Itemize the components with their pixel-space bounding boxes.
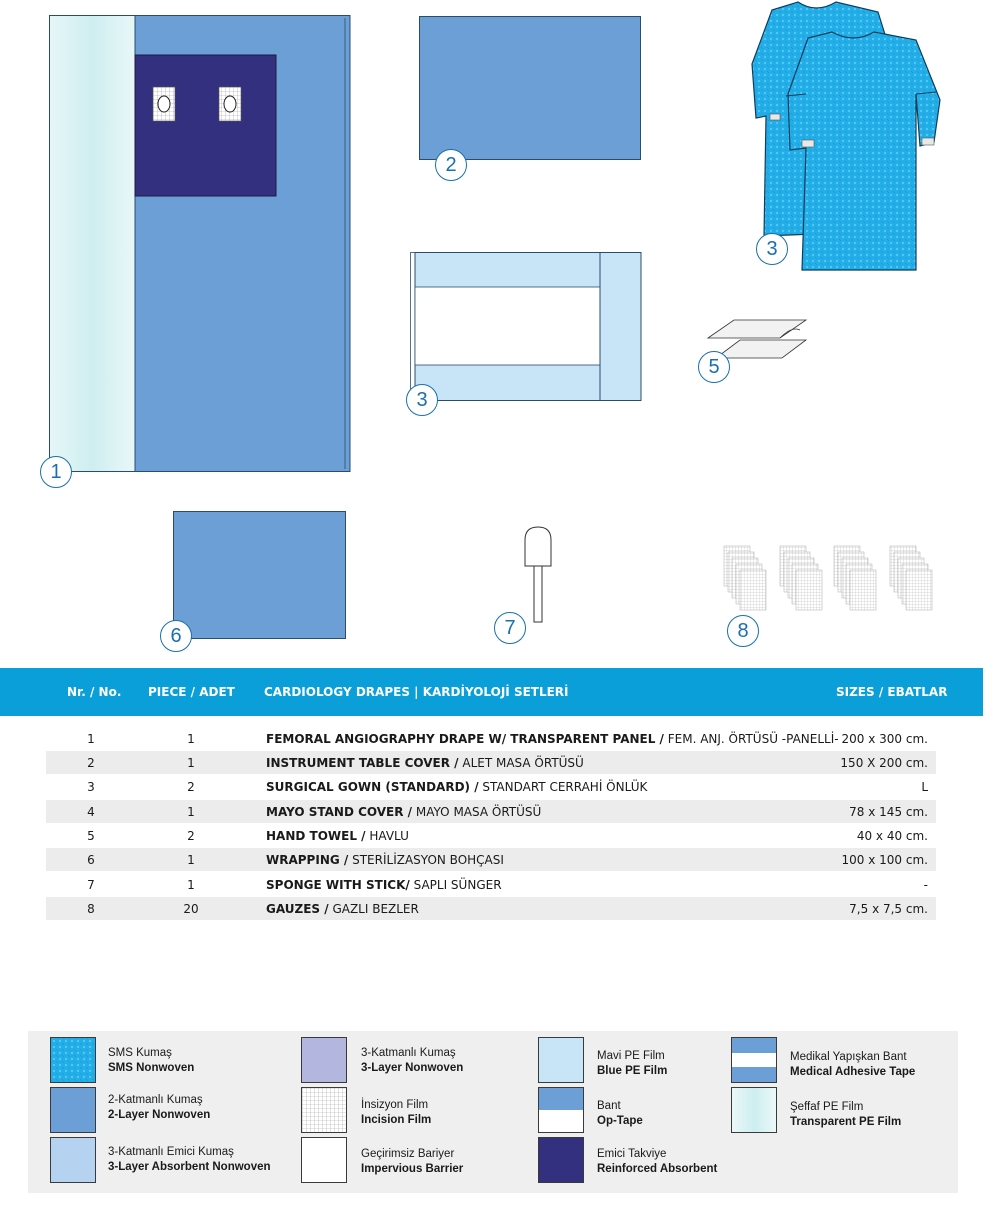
callout-2: 2 [435, 149, 467, 181]
row-description [266, 780, 647, 794]
row-number: 7 [87, 878, 95, 892]
row-name-tr: ALET MASA ÖRTÜSÜ [458, 756, 584, 770]
row-name-en: SPONGE WITH STICK/ [266, 878, 410, 892]
legend-medical-adhesive-tape [790, 1050, 915, 1080]
legend-label-tr: Geçirimsiz Bariyer [361, 1148, 455, 1160]
row-size: 78 x 145 cm. [849, 805, 928, 819]
legend-label-tr: 3-Katmanlı Kumaş [361, 1047, 456, 1059]
swatch-3-layer-nonwoven [301, 1037, 347, 1083]
header-description: CARDIOLOGY DRAPES | KARDİYOLOJİ SETLERİ [264, 685, 569, 699]
swatch-sms-nonwoven [50, 1037, 96, 1083]
legend-reinforced-absorbent [597, 1147, 717, 1177]
row-size: 40 x 40 cm. [856, 829, 928, 843]
row-size: 150 X 200 cm. [840, 756, 928, 770]
row-size: L [921, 780, 928, 794]
legend-op-tape [597, 1099, 643, 1129]
row-description [266, 829, 409, 843]
instrument-table-cover-illustration [419, 16, 641, 160]
legend-label-en: Blue PE Film [597, 1065, 668, 1077]
callout-1: 1 [40, 456, 72, 488]
material-legend [28, 1031, 958, 1193]
mayo-svg [410, 252, 642, 402]
row-name-en: SURGICAL GOWN (STANDARD) / [266, 780, 479, 794]
legend-3-layer-nonwoven [361, 1046, 463, 1076]
gauze-illustration [720, 544, 952, 616]
mayo-stand-cover-illustration [410, 252, 642, 402]
row-size: 7,5 x 7,5 cm. [849, 902, 928, 916]
legend-label-tr: Medikal Yapışkan Bant [790, 1051, 907, 1063]
surgical-gown-illustration [750, 0, 944, 272]
gown-svg [750, 0, 944, 272]
femoral-drape-svg [49, 15, 351, 472]
legend-blue-pe-film [597, 1049, 667, 1079]
swatch-op-tape [538, 1087, 584, 1133]
legend-label-en: Transparent PE Film [790, 1116, 902, 1128]
callout-3-gown: 3 [756, 233, 788, 265]
row-name-en: FEMORAL ANGIOGRAPHY DRAPE W/ TRANSPARENT PANEL / [266, 732, 664, 746]
row-name-tr: SAPLI SÜNGER [409, 878, 502, 892]
row-size: - [923, 878, 928, 892]
header-no: Nr. / No. [67, 685, 122, 699]
row-name-en: GAUZES / [266, 902, 329, 916]
row-name-tr: HAVLU [365, 829, 409, 843]
row-description [266, 732, 839, 746]
callout-7: 7 [494, 612, 526, 644]
row-piece: 1 [187, 756, 195, 770]
legend-label-tr: 3-Katmanlı Emici Kumaş [108, 1146, 234, 1158]
swatch-impervious-barrier [301, 1137, 347, 1183]
wrapping-illustration [173, 511, 346, 639]
row-description [266, 805, 541, 819]
swatch-transparent-pe-film [731, 1087, 777, 1133]
callout-3-mayo: 3 [406, 384, 438, 416]
row-piece: 2 [187, 829, 195, 843]
row-name-en: WRAPPING / [266, 853, 349, 867]
row-name-tr: MAYO MASA ÖRTÜSÜ [412, 805, 542, 819]
legend-label-en: Impervious Barrier [361, 1163, 464, 1175]
row-description [266, 756, 584, 770]
row-piece: 1 [187, 805, 195, 819]
callout-8: 8 [727, 615, 759, 647]
legend-label-en: Medical Adhesive Tape [790, 1066, 916, 1078]
swatch-incision-film [301, 1087, 347, 1133]
legend-label-en: 3-Layer Absorbent Nonwoven [108, 1161, 271, 1173]
row-size: 200 x 300 cm. [841, 732, 928, 746]
gauze-svg [720, 544, 952, 616]
legend-transparent-pe-film [790, 1100, 901, 1130]
legend-impervious-barrier [361, 1147, 463, 1177]
legend-2-layer-nonwoven [108, 1093, 210, 1123]
swatch-medical-adhesive-tape [731, 1037, 777, 1083]
table-row [46, 848, 936, 871]
row-number: 1 [87, 732, 95, 746]
row-name-tr: GAZLI BEZLER [328, 902, 419, 916]
femoral-drape-illustration [49, 15, 351, 472]
sponge-svg [523, 526, 555, 624]
swatch-2-layer-nonwoven [50, 1087, 96, 1133]
legend-label-tr: SMS Kumaş [108, 1047, 172, 1059]
row-name-en: MAYO STAND COVER / [266, 805, 413, 819]
row-name-en: HAND TOWEL / [266, 829, 366, 843]
legend-incision-film [361, 1098, 431, 1128]
row-description [266, 853, 504, 867]
row-number: 5 [87, 829, 95, 843]
row-piece: 1 [187, 878, 195, 892]
row-number: 8 [87, 902, 95, 916]
legend-label-tr: Mavi PE Film [597, 1050, 665, 1062]
table-row [46, 897, 936, 920]
row-name-tr: FEM. ANJ. ÖRTÜSÜ -PANELLİ- [663, 732, 839, 746]
row-name-tr: STANDART CERRAHİ ÖNLÜK [478, 780, 648, 794]
row-piece: 1 [187, 732, 195, 746]
legend-label-en: Incision Film [361, 1114, 432, 1126]
legend-label-en: SMS Nonwoven [108, 1062, 195, 1074]
legend-label-en: Reinforced Absorbent [597, 1163, 718, 1175]
row-number: 3 [87, 780, 95, 794]
header-sizes: SIZES / EBATLAR [836, 685, 948, 699]
table-header-band [0, 668, 983, 716]
legend-3-layer-absorbent [108, 1145, 271, 1175]
swatch-3-layer-absorbent [50, 1137, 96, 1183]
row-description [266, 878, 502, 892]
row-piece: 1 [187, 853, 195, 867]
swatch-blue-pe-film [538, 1037, 584, 1083]
row-piece: 20 [183, 902, 199, 916]
table-row [46, 751, 936, 774]
legend-label-tr: Emici Takviye [597, 1148, 667, 1160]
row-description [266, 902, 419, 916]
table-row [46, 800, 936, 823]
row-number: 4 [87, 805, 95, 819]
table-row [46, 775, 936, 798]
legend-label-tr: 2-Katmanlı Kumaş [108, 1094, 203, 1106]
legend-sms-nonwoven [108, 1046, 194, 1076]
row-number: 6 [87, 853, 95, 867]
row-piece: 2 [187, 780, 195, 794]
legend-label-tr: Bant [597, 1100, 621, 1112]
header-piece: PIECE / ADET [148, 685, 235, 699]
row-name-en: INSTRUMENT TABLE COVER / [266, 756, 459, 770]
table-row [46, 824, 936, 847]
legend-label-en: 2-Layer Nonwoven [108, 1109, 211, 1121]
table-row [46, 873, 936, 896]
legend-label-en: 3-Layer Nonwoven [361, 1062, 464, 1074]
row-number: 2 [87, 756, 95, 770]
sponge-stick-illustration [523, 526, 555, 624]
table-row [46, 727, 936, 750]
row-size: 100 x 100 cm. [841, 853, 928, 867]
row-name-tr: STERİLİZASYON BOHÇASI [348, 853, 504, 867]
callout-6: 6 [160, 620, 192, 652]
swatch-reinforced-absorbent [538, 1137, 584, 1183]
legend-label-en: Op-Tape [597, 1115, 643, 1127]
callout-5: 5 [698, 351, 730, 383]
legend-label-tr: Şeffaf PE Film [790, 1101, 864, 1113]
legend-label-tr: İnsizyon Film [361, 1099, 429, 1111]
